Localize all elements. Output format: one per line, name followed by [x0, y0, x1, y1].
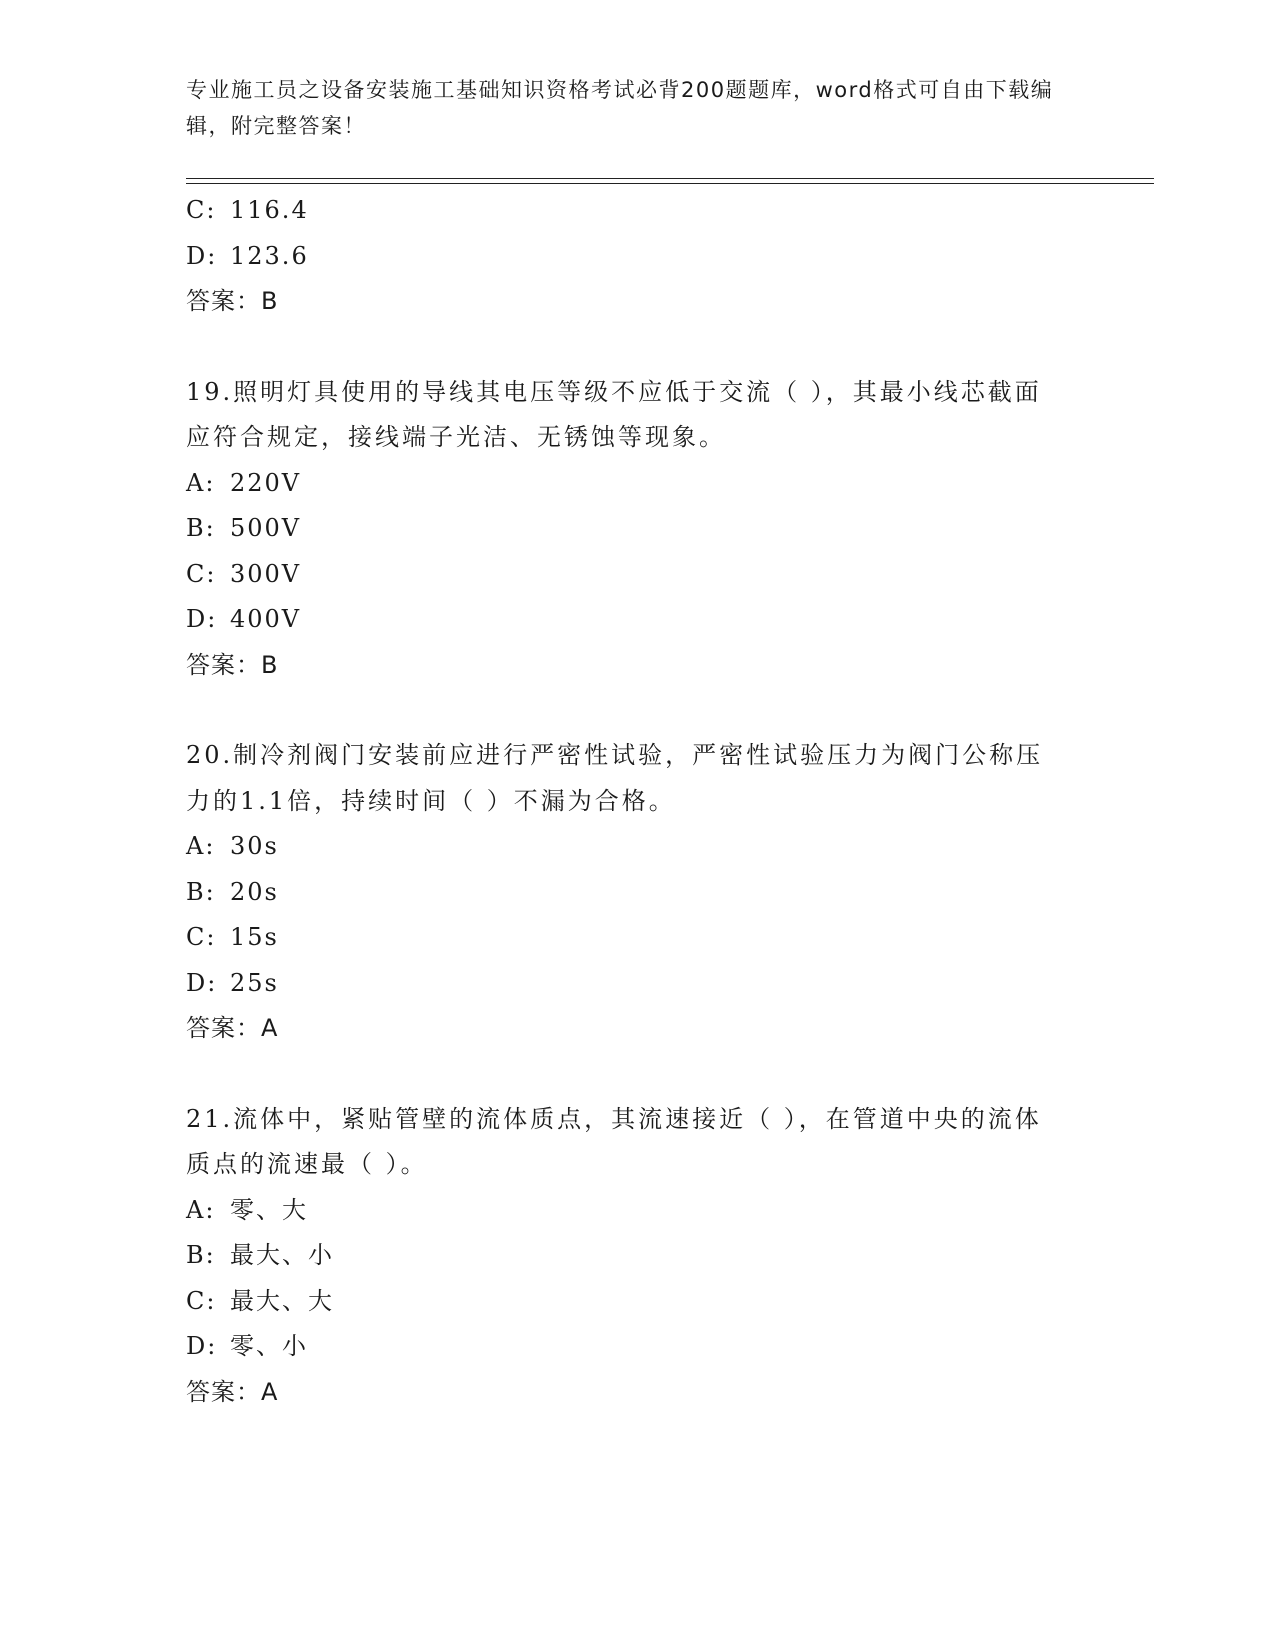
option-label: D:	[186, 1332, 218, 1360]
option-c	[186, 915, 1066, 961]
option-label: C:	[186, 1286, 217, 1315]
answer-line: 答案：A	[186, 1014, 279, 1042]
question-19	[186, 370, 1066, 689]
option-text: 500V	[230, 514, 302, 542]
question-text: 21.流体中，紧贴管壁的流体质点，其流速接近（ ），在管道中央的流体质点的流速最（ ）。	[186, 1104, 1042, 1178]
option-label: D:	[186, 605, 218, 633]
question-20	[186, 733, 1066, 1052]
option-label: B:	[186, 1241, 216, 1269]
option-text: 300V	[230, 559, 302, 588]
option-text: 最大、大	[230, 1286, 334, 1315]
option-a	[186, 824, 1066, 870]
question-list	[186, 188, 1066, 1415]
question-text: 19.照明灯具使用的导线其电压等级不应低于交流（ ），其最小线芯截面应符合规定，接线端子光洁、无锈蚀等现象。	[186, 377, 1042, 451]
option-text: 20s	[230, 877, 279, 906]
question-text: 20.制冷剂阀门安装前应进行严密性试验，严密性试验压力为阀门公称压力的1.1倍，持续时间（ ）不漏为合格。	[186, 741, 1044, 815]
answer-line: 答案：B	[186, 650, 279, 679]
option-label: B:	[186, 514, 216, 542]
option-text: 零、小	[230, 1332, 308, 1360]
option-d	[186, 1324, 1066, 1370]
option-label: C:	[186, 196, 217, 224]
option-text: 30s	[230, 832, 279, 860]
option-b	[186, 1233, 1066, 1279]
option-label: A:	[186, 832, 216, 860]
option-b	[186, 870, 1066, 916]
option-d	[186, 597, 1066, 643]
header-divider-top	[186, 178, 1154, 179]
option-label: A:	[186, 1195, 216, 1224]
option-text: 最大、小	[230, 1241, 334, 1269]
option-c	[186, 552, 1066, 598]
option-label: D:	[186, 968, 218, 997]
option-label: B:	[186, 877, 216, 906]
option-label: D:	[186, 241, 218, 270]
option-c	[186, 188, 1066, 234]
option-label: A:	[186, 468, 216, 497]
option-b	[186, 506, 1066, 552]
option-text: 零、大	[230, 1195, 308, 1224]
option-a	[186, 1188, 1066, 1234]
option-text: 25s	[230, 968, 279, 997]
option-text: 116.4	[230, 196, 309, 224]
option-d	[186, 961, 1066, 1007]
option-text: 123.6	[230, 241, 309, 270]
option-d	[186, 234, 1066, 280]
header-divider-bottom	[186, 183, 1154, 184]
option-label: C:	[186, 923, 217, 951]
option-text: 220V	[230, 468, 302, 497]
question-21	[186, 1097, 1066, 1416]
answer-line: 答案：A	[186, 1377, 279, 1406]
option-text: 15s	[230, 923, 279, 951]
header-title: 专业施工员之设备安装施工基础知识资格考试必背200题题库，word格式可自由下载编辑，附完整答案！	[186, 78, 1054, 138]
option-a	[186, 461, 1066, 507]
option-c	[186, 1279, 1066, 1325]
option-text: 400V	[230, 605, 302, 633]
answer-line: 答案：B	[186, 287, 279, 315]
document-header	[186, 72, 1066, 144]
option-label: C:	[186, 559, 217, 588]
question-18-continuation	[186, 188, 1066, 325]
